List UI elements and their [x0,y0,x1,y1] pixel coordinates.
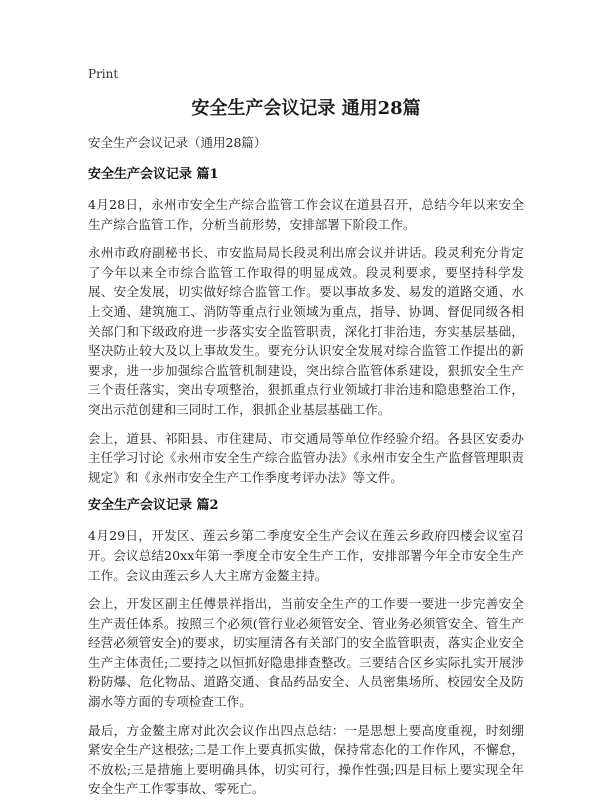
print-label: Print [88,67,119,81]
section-heading: 安全生产会议记录 篇2 [88,498,219,514]
document-page [88,66,524,808]
paragraph: 4月29日，开发区、莲云乡第二季度安全生产会议在莲云乡政府四楼会议室召开。会议总结20xx年第一季度全市安全生产工作，安排部署今年全市安全生产工作。会议由莲云乡人大主席方金鳌主持。 [88,528,524,583]
section-1 [88,165,524,487]
document-title: 安全生产会议记录 通用28篇 [191,98,421,119]
paragraph: 4月28日，永州市安全生产综合监管工作会议在道县召开，总结今年以来安全生产综合监管工作，分析当前形势，安排部署下阶段工作。 [88,197,524,232]
document-subtitle: 安全生产会议记录（通用28篇） [88,135,267,150]
paragraph: 最后，方金鳌主席对此次会议作出四点总结：一是思想上要高度重视，时刻绷紧安全生产这根弦;二是工作上要真抓实做，保持常态化的工作作风，不懈怠，不放松;三是措施上要明确具体，切实可行，操作性强;四是目标上要实现全年安全生产工作零事故、零死亡。 [88,722,524,797]
paragraph: 会上，开发区副主任傅景祥指出，当前安全生产的工作要一要进一步完善安全生产责任体系。按照三个必须(管行业必须管安全、管业务必须管安全、管生产经营必须管安全)的要求，切实厘清各有关部门的安全监管职责，落实企业安全生产主体责任;二要持之以恒抓好隐患排查整改。三要结合区乡实际扎实开展涉粉防爆、危化物品、道路交通、食品药品安全、人员密集场所、校园安全及防溺水等方面的专项检查工作。 [88,596,524,710]
section-heading: 安全生产会议记录 篇1 [88,167,219,182]
paragraph: 会上，道县、祁阳县、市住建局、市交通局等单位作经验介绍。各县区安委办主任学习讨论《永州市安全生产综合监管办法》《永州市安全生产监督管理职责规定》和《永州市安全生产工作季度考评办法》等文件。 [88,430,524,485]
paragraph: 永州市政府副秘书长、市安监局局长段灵利出席会议并讲话。段灵利充分肯定了今年以来全市综合监管工作取得的明显成效。段灵利要求，要坚持科学发展、安全发展，切实做好综合监管工作。要以事故多发、易发的道路交通、水上交通、建筑施工、消防等重点行业领域为重点，指导、协调、督促同级各相关部门和下级政府进一步落实安全监管职责，深化打非治违，夯实基层基础，坚决防止较大及以上事故发生。要充分认识安全发展对综合监管工作提出的新要求，进一步加强综合监管机制建设，突出综合监管体系建设，狠抓安全生产三个责任落实，突出专项整治，狠抓重点行业领域打非治违和隐患整治工作，突出示范创建和三同时工作，狠抓企业基层基础工作。 [88,245,524,417]
section-2 [88,496,524,799]
